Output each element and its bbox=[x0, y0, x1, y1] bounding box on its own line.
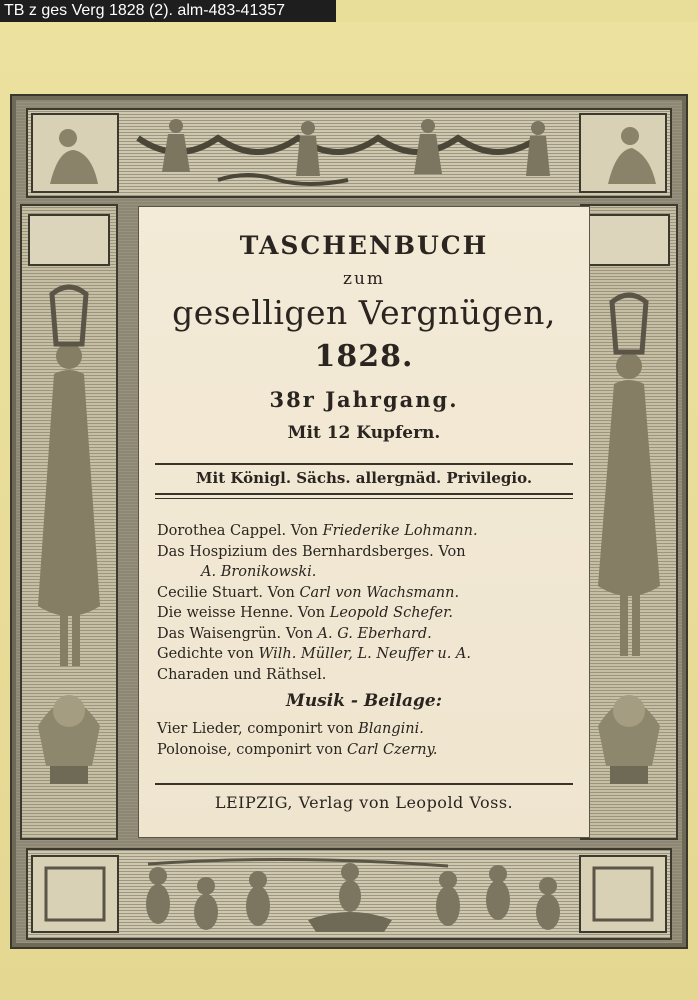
contents-item: Die weisse Henne. Von Leopold Schefer. bbox=[157, 605, 454, 621]
right-column bbox=[580, 204, 678, 840]
image-caption: TB z ges Verg 1828 (2). alm-483-41357 bbox=[0, 0, 336, 22]
rule-above-publisher bbox=[155, 783, 573, 785]
publisher-line: LEIPZIG, Verlag von Leopold Voss. bbox=[214, 793, 514, 812]
top-frieze bbox=[26, 108, 672, 198]
book-cover bbox=[0, 22, 698, 1000]
ornamental-frame bbox=[10, 94, 688, 949]
contents-item: A. Bronikowski. bbox=[201, 564, 317, 580]
contents-item: Dorothea Cappel. Von Friederike Lohmann. bbox=[157, 523, 478, 539]
music-supplement-heading: Musik - Beilage: bbox=[286, 691, 442, 711]
music-item: Polonoise, componirt von Carl Czerny. bbox=[157, 741, 438, 758]
contents-item: Das Hospizium des Bernhardsberges. Von bbox=[157, 543, 466, 560]
rule-below-privilege bbox=[155, 493, 573, 495]
title-line-zum: zum bbox=[342, 269, 386, 289]
frame-background bbox=[16, 100, 682, 943]
bottom-frieze-cherubs-illustration bbox=[28, 850, 670, 938]
title-plates: Mit 12 Kupfern. bbox=[287, 423, 441, 443]
contents-item: Das Waisengrün. Von A. G. Eberhard. bbox=[157, 625, 432, 642]
top-frieze-figures-illustration bbox=[28, 110, 670, 196]
title-year: 1828. bbox=[314, 339, 414, 374]
title-edition: 38r Jahrgang. bbox=[269, 387, 459, 412]
left-caryatid-illustration bbox=[22, 206, 116, 838]
title-panel bbox=[138, 206, 590, 838]
contents-item: Gedichte von Wilh. Müller, L. Neuffer u. A. bbox=[157, 646, 472, 662]
rule-below-privilege-thin bbox=[155, 498, 573, 499]
privilege-line: Mit Königl. Sächs. allergnäd. Privilegio. bbox=[195, 469, 533, 487]
contents-item: Cecilie Stuart. Von Carl von Wachsmann. bbox=[157, 584, 460, 601]
title-line-main: geselligen Vergnügen, bbox=[172, 293, 556, 332]
contents-list bbox=[157, 521, 577, 685]
left-column bbox=[20, 204, 118, 840]
bottom-frieze bbox=[26, 848, 672, 940]
music-item: Vier Lieder, componirt von Blangini. bbox=[157, 721, 424, 737]
title-line-taschenbuch: TASCHENBUCH bbox=[239, 231, 489, 260]
right-caryatid-illustration bbox=[582, 206, 676, 838]
music-list bbox=[157, 719, 577, 760]
contents-item: Charaden und Räthsel. bbox=[157, 666, 327, 683]
rule-above-privilege bbox=[155, 463, 573, 465]
